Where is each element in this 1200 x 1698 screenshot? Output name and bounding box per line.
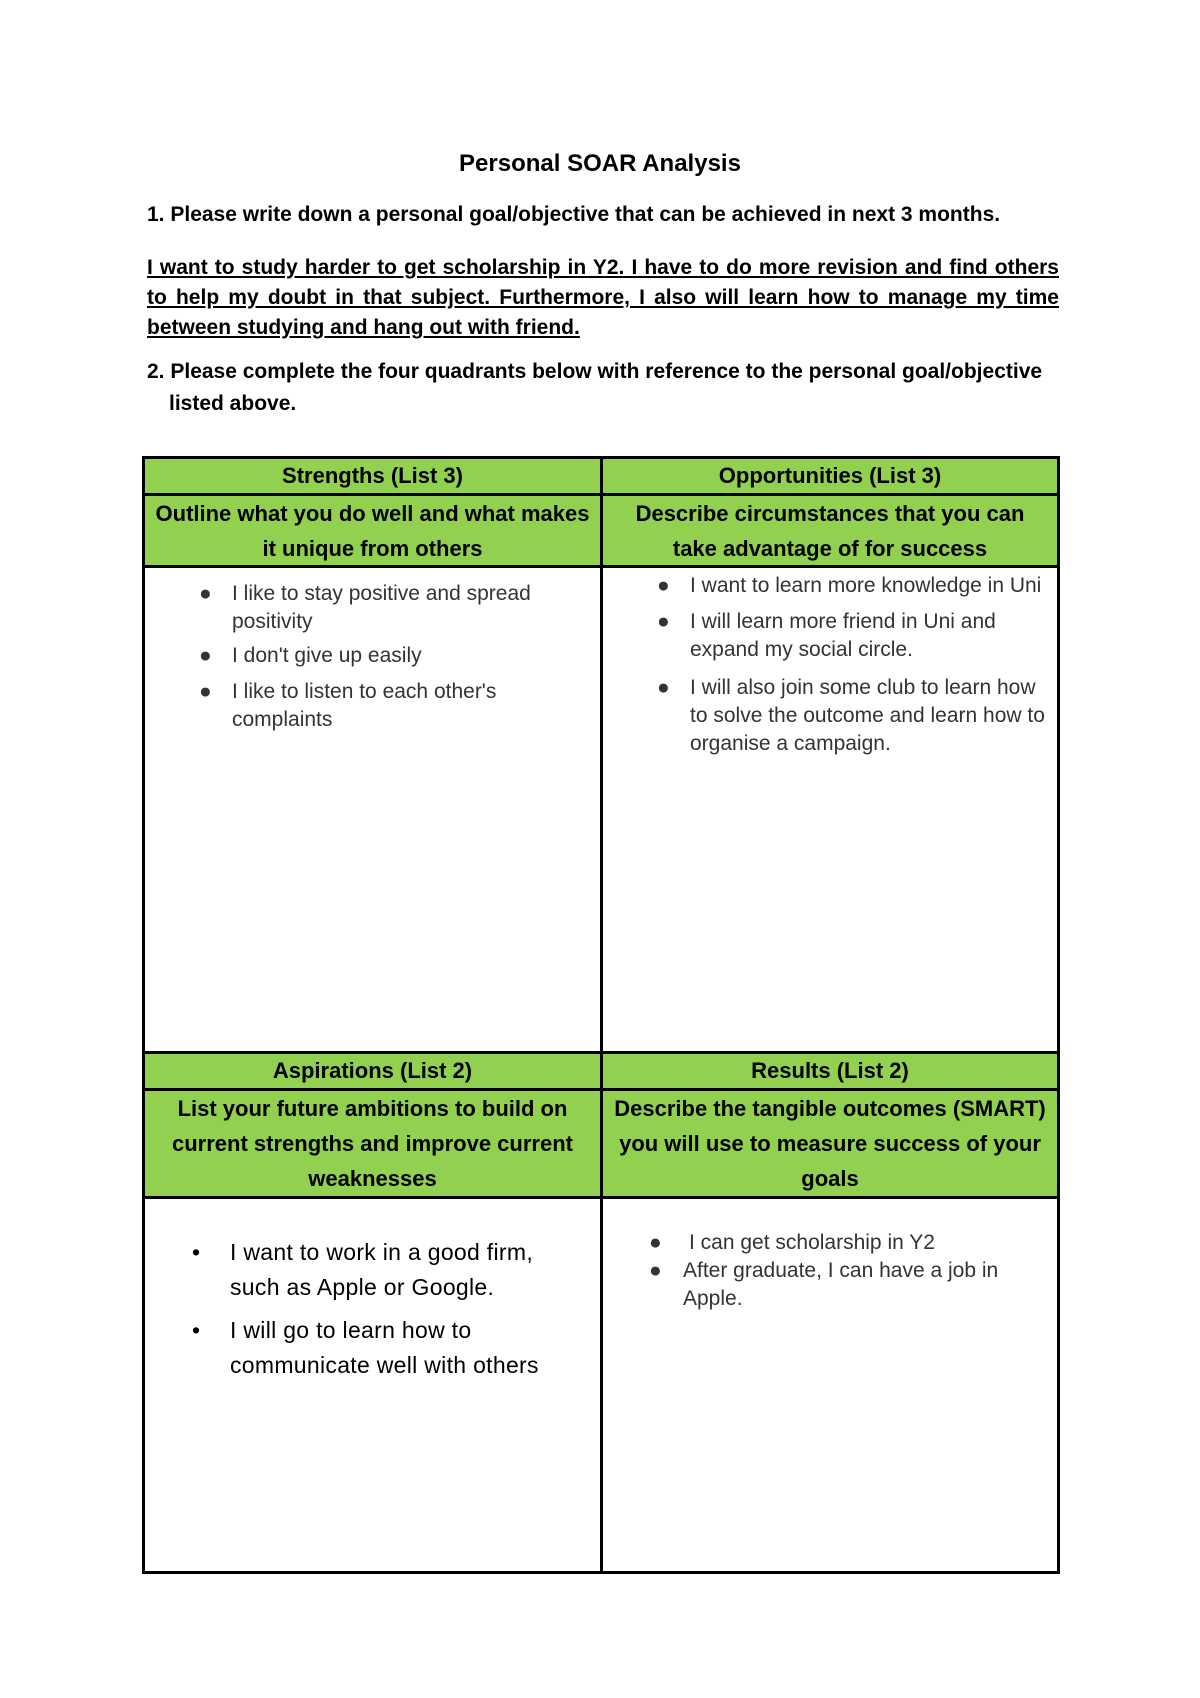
list-item: ● I want to learn more knowledge in Uni xyxy=(657,572,1045,600)
list-item: • I will go to learn how to communicate well with others xyxy=(192,1313,588,1383)
list-item: ● I don't give up easily xyxy=(199,642,584,670)
bullet-icon: ● xyxy=(649,1259,662,1282)
results-cell xyxy=(603,1199,1057,1313)
strengths-title: Strengths (List 3) xyxy=(145,459,600,493)
bullet-icon: ● xyxy=(649,1231,662,1254)
question-1: 1. Please write down a personal goal/objective that can be achieved in next 3 months. xyxy=(147,203,1001,226)
strengths-cell xyxy=(145,568,600,734)
opportunities-cell xyxy=(603,568,1057,758)
list-item: ● I like to listen to each other's complaints xyxy=(199,680,497,731)
results-subtitle: Describe the tangible outcomes (SMART) you will use to measure success of your goals xyxy=(603,1091,1057,1196)
bullet-icon: ● xyxy=(657,676,670,699)
column-divider xyxy=(600,459,603,1571)
soar-grid xyxy=(142,456,1060,1574)
opportunities-list xyxy=(657,572,1045,758)
opportunities-title: Opportunities (List 3) xyxy=(603,459,1057,493)
aspirations-subtitle: List your future ambitions to build on current strengths and improve current weaknesses xyxy=(145,1091,600,1196)
aspirations-title: Aspirations (List 2) xyxy=(145,1054,600,1088)
list-item: ● I can get scholarship in Y2 xyxy=(649,1229,1037,1257)
list-item: ● After graduate, I can have a job in Apple. xyxy=(649,1259,999,1310)
opportunities-subtitle: Describe circumstances that you can take advantage of for success xyxy=(603,496,1057,565)
bullet-icon: • xyxy=(192,1317,201,1343)
aspirations-cell xyxy=(145,1199,600,1383)
results-title: Results (List 2) xyxy=(603,1054,1057,1088)
bullet-icon: ● xyxy=(657,574,670,597)
page-title: Personal SOAR Analysis xyxy=(459,150,741,177)
strengths-subtitle: Outline what you do well and what makes it unique from others xyxy=(145,496,600,565)
strengths-list xyxy=(199,580,584,734)
goal-answer: I want to study harder to get scholarship in Y2. I have to do more revision and find others to help my doubt in that subject. Furthermore, I also will learn how to manage my time between studying and hang out with friend. xyxy=(147,256,1059,339)
question-2: 2. Please complete the four quadrants below with reference to the personal goal/objective listed above. xyxy=(147,360,1043,415)
aspirations-list xyxy=(192,1235,588,1383)
list-item: ● I like to stay positive and spread positivity xyxy=(199,582,531,633)
list-item: • I want to work in a good firm, such as Apple or Google. xyxy=(192,1235,588,1305)
results-list xyxy=(649,1229,1037,1313)
bullet-icon: ● xyxy=(657,610,670,633)
list-item: ● I will learn more friend in Uni and expand my social circle. xyxy=(657,610,996,661)
bullet-icon: ● xyxy=(199,644,212,667)
bullet-icon: ● xyxy=(199,680,212,703)
list-item: ● I will also join some club to learn how to solve the outcome and learn how to organise a campaign. xyxy=(657,676,1045,755)
bullet-icon: ● xyxy=(199,582,212,605)
bullet-icon: • xyxy=(192,1239,201,1265)
